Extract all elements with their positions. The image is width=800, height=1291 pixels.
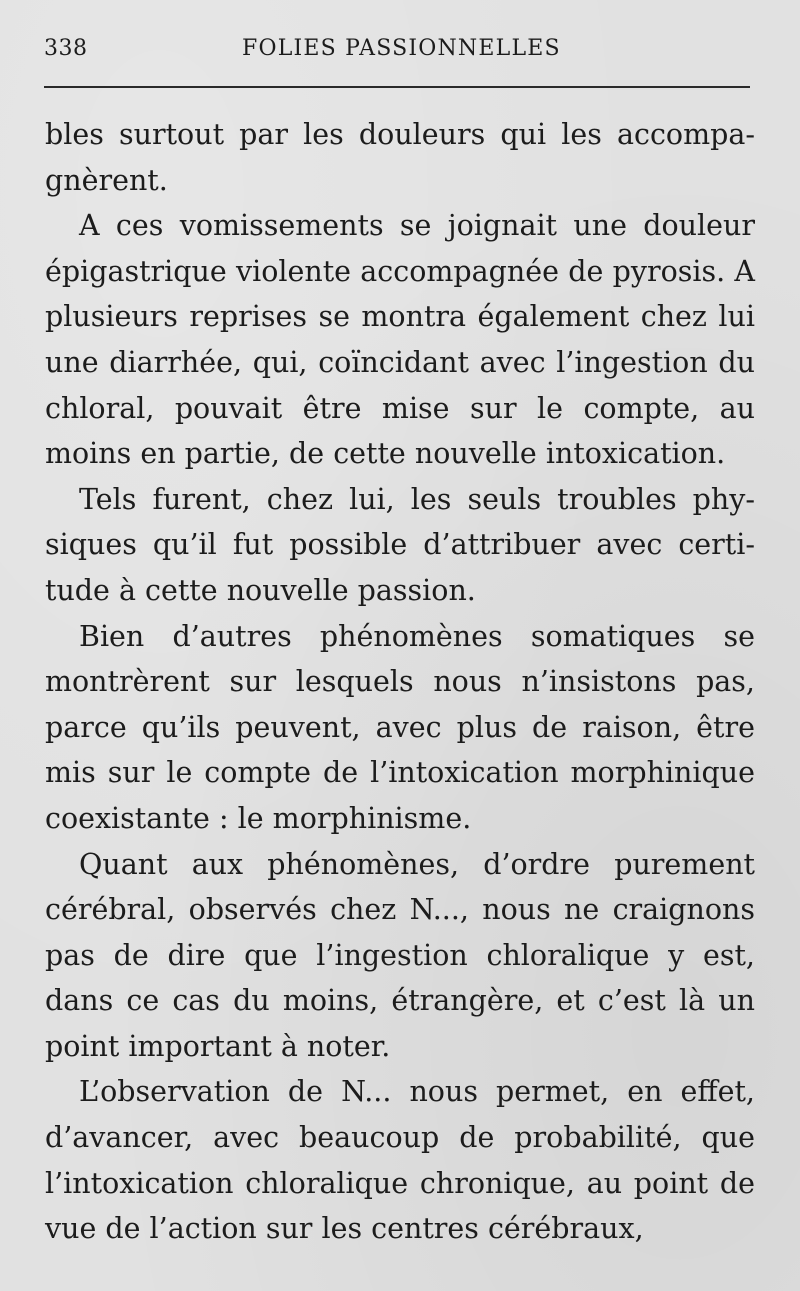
paragraph-phenomenes-somatiques: Bien d’autres phénomènes somatiques se montrèrent sur lesquels nous n’insistons pas, parce qu’ils peuvent, avec plus de raison, être mis sur le compte de l’intoxication morphinique coexistante : le morphinisme.	[45, 619, 755, 835]
page-header	[0, 0, 800, 90]
paragraph-phenomenes-cerebraux: Quant aux phénomènes, d’ordre purement cérébral, observés chez N..., nous ne craignons pas de dire que l’ingestion chloralique y est, dans ce cas du moins, étrangère, et c’est là un point important à noter.	[45, 847, 755, 1063]
running-head: FOLIES PASSIONNELLES	[242, 36, 561, 61]
paragraph-vomissements: A ces vomissements se joignait une douleur épigastrique violente accompagnée de pyrosis. A plusieurs reprises se montra également chez lui une diarrhée, qui, coïncidant avec l’ingestion du chloral, pouvait être mise sur le compte, au moins en partie, de cette nouvelle intoxication.	[45, 209, 755, 471]
paragraph-observation: L’observation de N... nous permet, en effet, d’avancer, avec beaucoup de probabilité, que l’intoxication chloralique chronique, au point de vue de l’action sur les centres cérébraux,	[45, 1075, 755, 1246]
body-text	[45, 112, 755, 1252]
header-rule	[44, 86, 750, 88]
page-number: 338	[44, 36, 88, 61]
paragraph-continuation: bles surtout par les douleurs qui les accompagnèrent.	[45, 118, 755, 197]
paragraph-troubles-physiques: Tels furent, chez lui, les seuls troubles physiques qu’il fut possible d’attribuer avec certitude à cette nouvelle passion.	[45, 482, 755, 607]
